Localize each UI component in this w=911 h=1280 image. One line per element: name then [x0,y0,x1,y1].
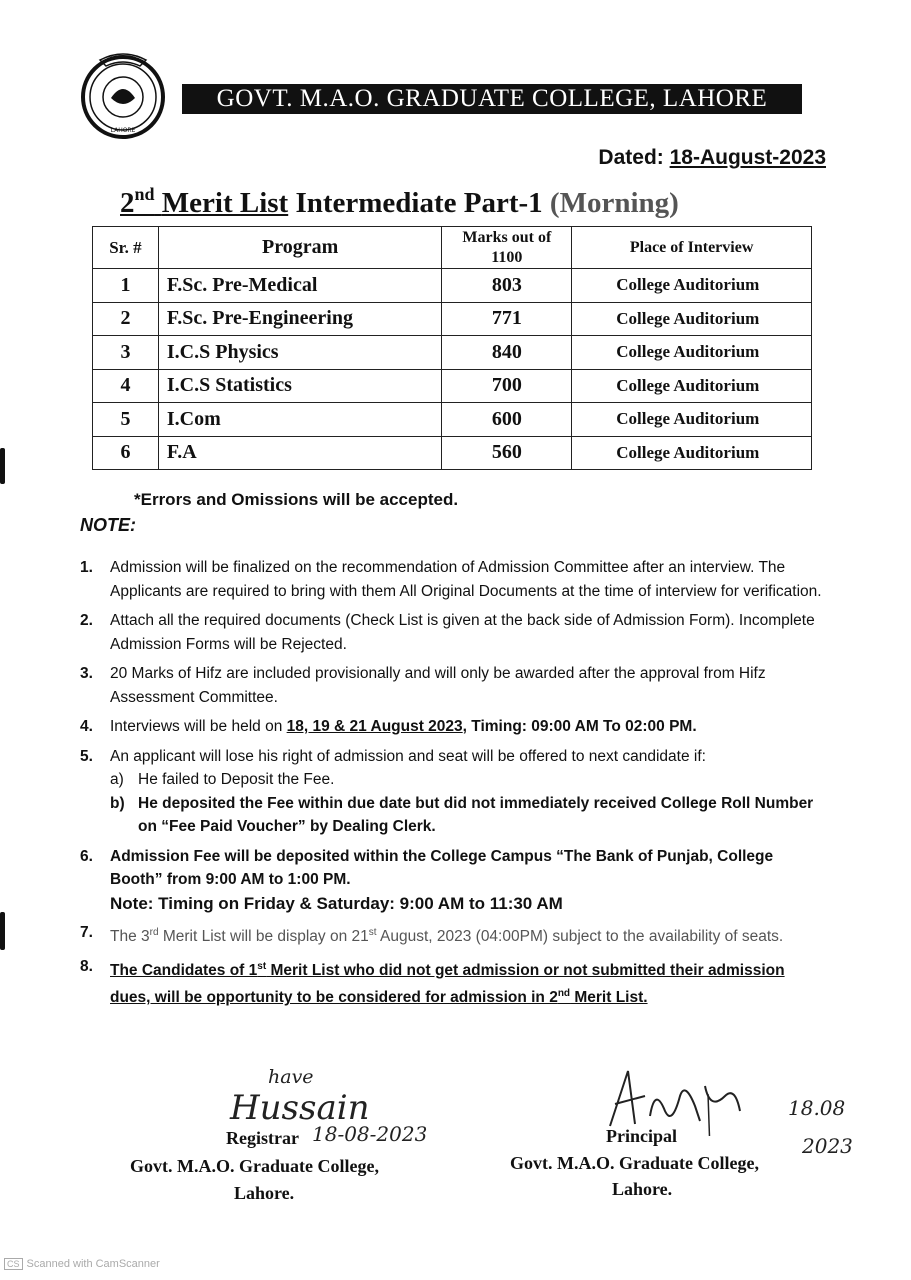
table-row [93,403,812,437]
note-text: The 3rd Merit List will be display on 21st August, 2023 (04:00PM) subject to the availability of seats. [110,927,784,946]
merit-table [92,226,812,470]
college-seal-logo [78,50,168,140]
note-text: An applicant will lose his right of admission and seat will be offered to next candidate if: [110,747,706,765]
sub-text: He failed to Deposit the Fee. [138,771,335,788]
registrar-college: Govt. M.A.O. Graduate College, [130,1156,379,1176]
note-number: 7. [80,924,93,941]
date-value: 18-August-2023 [669,146,826,169]
note-number: 8. [80,957,93,975]
title-shift: (Morning) [549,187,679,219]
table-row [93,302,812,336]
table-row [93,369,812,403]
cell-program: F.Sc. Pre-Medical [158,269,442,303]
notes-list [80,556,825,1016]
note-text: Admission will be finalized on the recommendation of Admission Committee after an interview. The Applicants are required to bring with them All Original Documents at the time of interview for verification. [110,559,822,600]
note-number: 1. [80,559,93,576]
cell-program: F.Sc. Pre-Engineering [158,302,442,336]
cell-marks: 840 [442,336,572,370]
note-item [80,609,825,656]
sub-label: a) [110,771,124,788]
note-text: Admission Fee will be deposited within the College Campus “The Bank of Punjab, College Booth” from 9:00 AM to 1:00 PM. [110,847,774,888]
registrar-city: Lahore. [234,1183,295,1203]
note-heading: NOTE: [80,515,136,535]
header-sr: Sr. # [93,227,159,269]
college-name-header: GOVT. M.A.O. GRADUATE COLLEGE, LAHORE [182,84,802,114]
camscanner-watermark [4,1258,160,1270]
interview-dates: 18, 19 & 21 August 2023 [286,718,463,735]
header-program: Program [158,227,442,269]
principal-handwritten-date-1: 18.08 [788,1096,846,1120]
note-item [80,955,825,1010]
cell-marks: 600 [442,403,572,437]
note-number: 2. [80,612,93,629]
sub-text: He deposited the Fee within due date but did not immediately received College Roll Number on “Fee Paid Voucher” by Dealing Clerk. [138,794,814,835]
sub-item [110,768,825,792]
note-item [80,921,825,949]
cell-place: College Auditorium [572,336,812,370]
cell-marks: 803 [442,269,572,303]
cell-place: College Auditorium [572,403,812,437]
registrar-handwritten-date: 18-08-2023 [312,1122,428,1146]
cell-place: College Auditorium [572,269,812,303]
scan-edge-mark [0,912,5,950]
cell-program: I.C.S Statistics [158,369,442,403]
title-ordinal: 2nd Merit List [120,184,289,219]
note-item [80,845,825,916]
document-date [598,146,826,170]
note-text: 20 Marks of Hifz are included provisionally and will only be awarded after the approval from Hifz Assessment Committee. [110,665,766,706]
cell-program: I.Com [158,403,442,437]
table-header-row [93,227,812,269]
cell-place: College Auditorium [572,302,812,336]
page-title [120,184,679,220]
table-row [93,436,812,470]
cell-sr: 1 [93,269,159,303]
cell-program: F.A [158,436,442,470]
interview-timing: , Timing: 09:00 AM To 02:00 PM. [462,718,697,735]
note-text: Attach all the required documents (Check List is given at the back side of Admission Form). Incomplete Admission Forms will be Rejected. [110,612,815,653]
header-marks: Marks out of 1100 [442,227,572,269]
note-text: The Candidates of 1st Merit List who did not get admission or not submitted their admission dues, will be opportunity to be considered for admission in 2nd Merit List. [110,960,785,1007]
header-place: Place of Interview [572,227,812,269]
note-text: Interviews will be held on [110,718,287,735]
cell-marks: 771 [442,302,572,336]
timing-note-text: Timing on Friday & Saturday: 9:00 AM to 11:30 AM [153,893,563,913]
sub-label: b) [110,794,125,812]
cell-program: I.C.S Physics [158,336,442,370]
cell-place: College Auditorium [572,436,812,470]
cell-sr: 6 [93,436,159,470]
registrar-title: Registrar [226,1128,299,1148]
cell-sr: 5 [93,403,159,437]
svg-text:LAHORE: LAHORE [110,127,136,134]
note-number: 3. [80,665,93,682]
table-row [93,269,812,303]
note-item [80,745,825,839]
errors-disclaimer: *Errors and Omissions will be accepted. [134,490,459,509]
cell-sr: 2 [93,302,159,336]
note-item [80,662,825,709]
date-label: Dated: [598,146,664,169]
camscanner-text: Scanned with CamScanner [26,1258,160,1270]
cell-place: College Auditorium [572,369,812,403]
title-part: Intermediate Part-1 [295,187,543,219]
note-number: 6. [80,847,93,865]
cell-sr: 4 [93,369,159,403]
principal-handwritten-date-2: 2023 [802,1134,853,1158]
note-item [80,715,825,739]
handwritten-note: have [268,1066,314,1088]
timing-note [110,892,825,916]
principal-college: Govt. M.A.O. Graduate College, [510,1153,759,1173]
table-row [93,336,812,370]
note-item [80,556,825,603]
cell-marks: 700 [442,369,572,403]
registrar-handwritten-signature: Hussain [230,1088,370,1128]
cell-sr: 3 [93,336,159,370]
camscanner-badge: CS [4,1258,23,1270]
cell-marks: 560 [442,436,572,470]
timing-note-label: Note: [110,893,154,913]
note-number: 5. [80,747,93,765]
sub-item [110,792,825,839]
principal-title: Principal [606,1126,677,1146]
principal-city: Lahore. [612,1179,673,1199]
note-number: 4. [80,718,93,735]
scan-edge-mark [0,448,5,484]
